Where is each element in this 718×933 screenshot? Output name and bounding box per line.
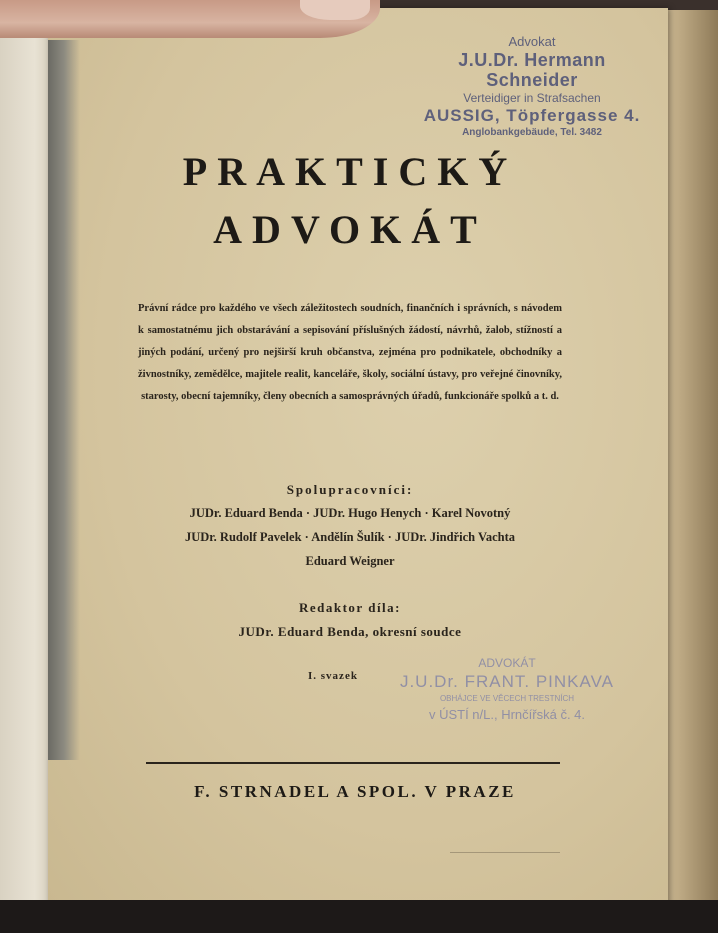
title-page (48, 8, 668, 908)
stamp-line: v ÚSTÍ n/L., Hrnčířská č. 4. (428, 707, 586, 722)
bottom-shadow (0, 900, 718, 933)
faint-rule (450, 852, 560, 853)
stamp-line: J.U.Dr. Hermann Schneider (458, 50, 606, 90)
stamp-line: ADVOKÁT (478, 656, 536, 670)
description: Právní rádce pro každého ve všech záležitostech soudních, finančních i správních, s návodem k samostatnému jich obstarávání a sepisování příslušných žádostí, návrhů, žalob, stížností a jiných podání, určený pro nejširší kruh občanstva, zejména pro podnikatele, obchodníky a živnostníky, zemědělce, majitele realit, kanceláře, školy, sociální ústavy, pro veřejné činovníky, starosty, obecní tajemníky, členy obecních a samosprávných úřadů, funkcionáře spolků a t. d. (138, 303, 562, 402)
collaborators-line: Eduard Weigner (305, 554, 395, 568)
stamp-line: AUSSIG, Töpfergasse 4. (423, 106, 641, 125)
horizontal-rule (146, 762, 560, 764)
editor-heading: Redaktor díla: (298, 600, 401, 615)
lawyer-stamp-middle (372, 655, 642, 725)
stamp-line: Advokat (508, 34, 556, 49)
spine-shadow (48, 40, 80, 760)
collaborators-heading: Spolupracovníci: (286, 482, 414, 497)
stamp-line: J.U.Dr. FRANT. PINKAVA (399, 672, 615, 691)
title-line-1: PRAKTICKÝ (182, 149, 518, 194)
publisher: F. STRNADEL A SPOL. V PRAZE (194, 782, 516, 801)
title-line-2: ADVOKÁT (213, 207, 487, 252)
volume-label: I. svazek (308, 670, 358, 682)
collaborators-line: JUDr. Rudolf Pavelek · Andělín Šulík · JUDr. Jindřich Vachta (184, 530, 516, 544)
stamp-line: OBHÁJCE VE VĚCECH TRESTNÍCH (439, 694, 575, 703)
lawyer-stamp-top (412, 34, 652, 140)
stamp-line: Verteidiger in Strafsachen (463, 91, 601, 105)
editor-name: JUDr. Eduard Benda, okresní soudce (238, 624, 462, 639)
thumbnail-nail (300, 0, 370, 20)
collaborators-line: JUDr. Eduard Benda · JUDr. Hugo Henych · Karel Novotný (189, 506, 511, 520)
stamp-line: Anglobankgebäude, Tel. 3482 (462, 127, 602, 138)
